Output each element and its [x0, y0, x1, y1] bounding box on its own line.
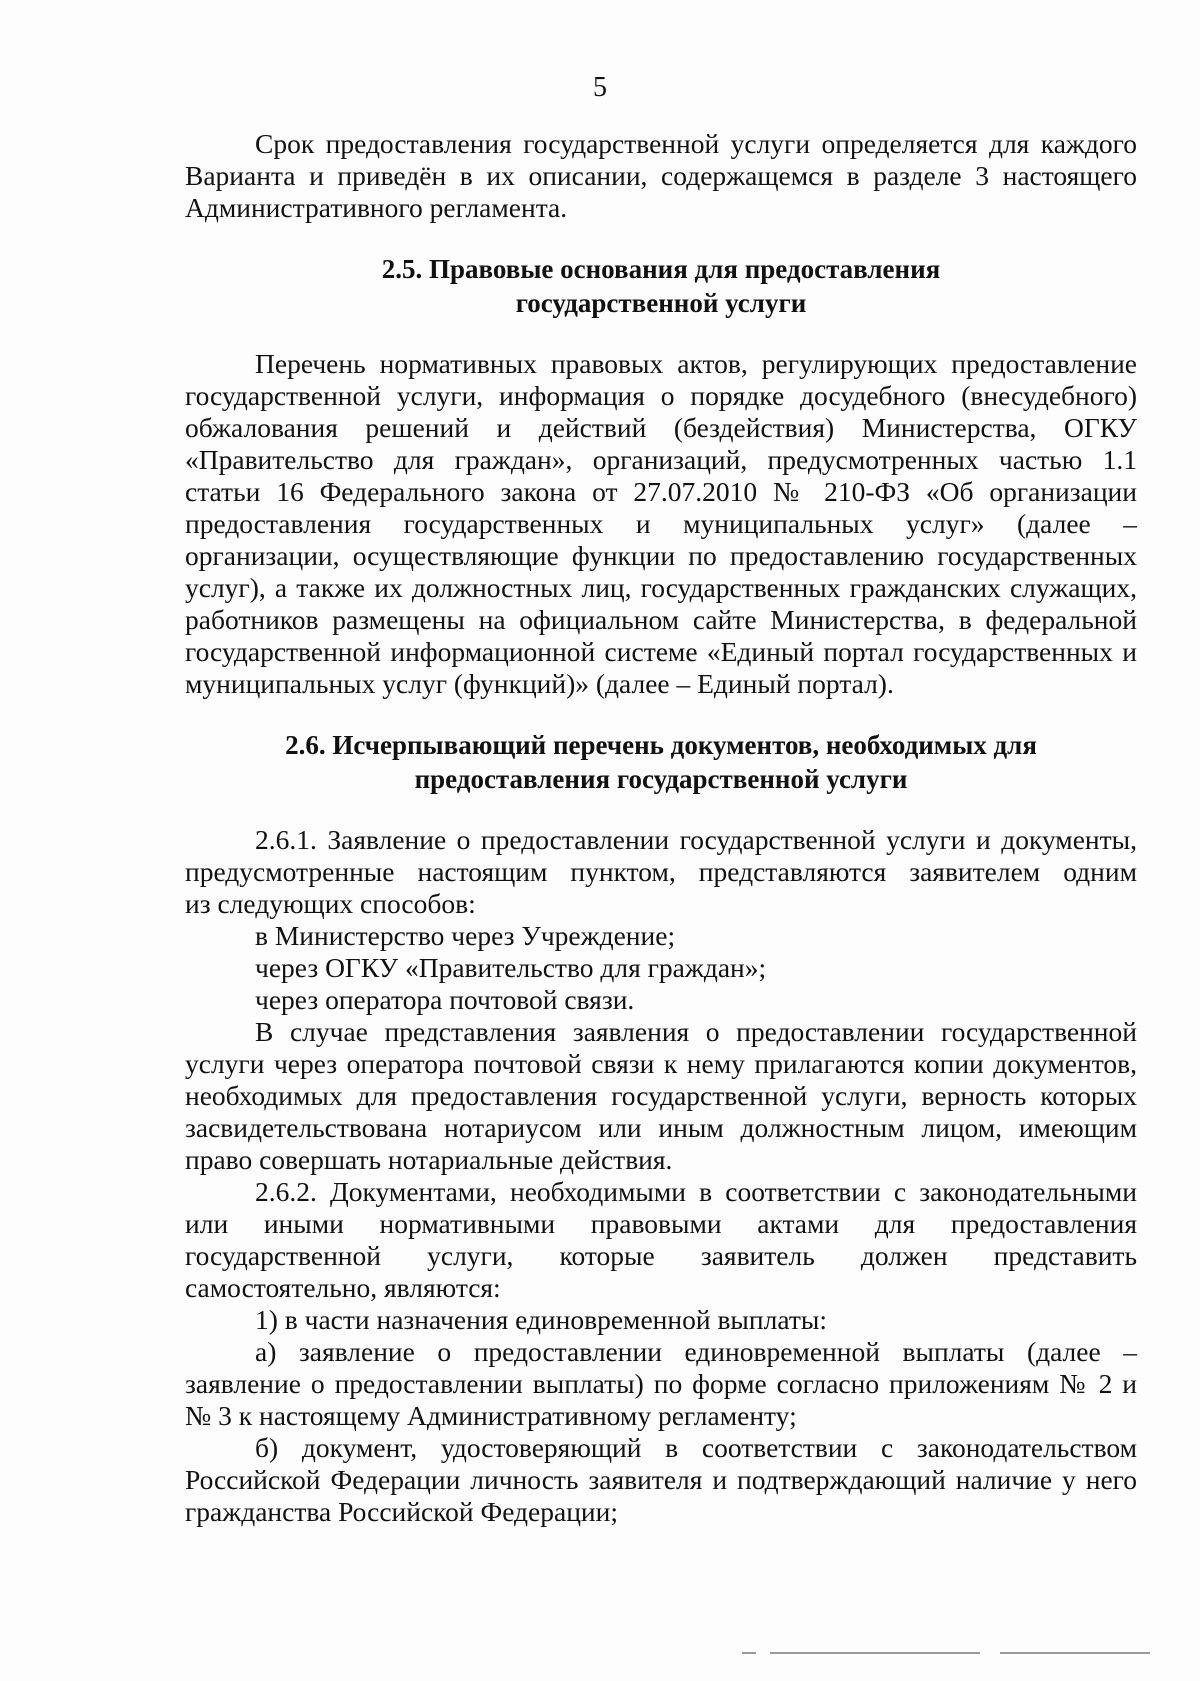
- text-line: государственной услуги, которые заявитель должен представить: [185, 1240, 1137, 1271]
- scan-artifact-line: [742, 1652, 756, 1654]
- text-line: муниципальных услуг (функций)» (далее – Единый портал).: [185, 668, 894, 699]
- heading-line: 2.5. Правовые основания для предоставления: [381, 254, 941, 284]
- text-line: 2.6.2. Документами, необходимыми в соответствии с законодательными: [255, 1176, 1137, 1207]
- text-line: заявление о предоставлении выплаты) по форме согласно приложениям № 2 и: [185, 1368, 1137, 1399]
- paragraph-service-term: [185, 128, 1137, 224]
- list-item: через оператора почтовой связи.: [255, 984, 635, 1015]
- text-line: самостоятельно, являются:: [185, 1272, 501, 1303]
- submission-ways-list: [185, 920, 1137, 1016]
- text-line: необходимых для предоставления государственной услуги, верность которых: [185, 1080, 1137, 1111]
- heading-line: предоставления государственной услуги: [414, 764, 908, 794]
- text-line: услуги через оператора почтовой связи к нему прилагаются копии документов,: [185, 1048, 1137, 1079]
- text-line: а) заявление о предоставлении единовременной выплаты (далее –: [255, 1336, 1137, 1367]
- section-2-5-heading: [185, 252, 1137, 320]
- list-item: в Министерство через Учреждение;: [255, 920, 676, 951]
- text-line: Российской Федерации личность заявителя и подтверждающий наличие у него: [185, 1464, 1137, 1495]
- text-line: статьи 16 Федерального закона от 27.07.2010 № 210-ФЗ «Об организации: [185, 476, 1137, 507]
- scan-artifact-line: [1000, 1652, 1150, 1654]
- text-line: или иными нормативными правовыми актами для предоставления: [185, 1208, 1137, 1239]
- heading-line: государственной услуги: [515, 288, 807, 318]
- text-line: обжалования решений и действий (бездействия) Министерства, ОГКУ: [185, 412, 1137, 443]
- text-line: № 3 к настоящему Административному регламенту;: [185, 1400, 797, 1431]
- text-line: Перечень нормативных правовых актов, регулирующих предоставление: [255, 348, 1137, 379]
- heading-line: 2.6. Исчерпывающий перечень документов, необходимых для: [285, 730, 1037, 760]
- text-line: работников размещены на официальном сайте Министерства, в федеральной: [185, 604, 1137, 635]
- text-line: Административного регламента.: [185, 192, 568, 223]
- text-line: Варианта и приведён в их описании, содержащемся в разделе 3 настоящего: [185, 160, 1137, 191]
- text-line: 2.6.1. Заявление о предоставлении государственной услуги и документы,: [255, 824, 1137, 855]
- text-line: услуг), а также их должностных лиц, государственных гражданских служащих,: [185, 572, 1137, 603]
- list-item: через ОГКУ «Правительство для граждан»;: [255, 952, 767, 983]
- text-line: из следующих способов:: [185, 888, 476, 919]
- paragraph-2-6-1: [185, 824, 1137, 920]
- list-item-a: [185, 1336, 1137, 1432]
- section-2-5-body: [185, 348, 1137, 700]
- list-item-1: 1) в части назначения единовременной выплаты:: [255, 1304, 827, 1335]
- paragraph-2-6-2: [185, 1176, 1137, 1304]
- text-line: В случае представления заявления о предоставлении государственной: [255, 1016, 1137, 1047]
- text-line: гражданства Российской Федерации;: [185, 1496, 618, 1527]
- text-line: засвидетельствована нотариусом или иным должностным лицом, имеющим: [185, 1112, 1137, 1143]
- section-2-6-heading: [185, 728, 1137, 796]
- document-body: [185, 128, 1137, 1528]
- text-line: б) документ, удостоверяющий в соответствии с законодательством: [255, 1432, 1137, 1463]
- text-line: Срок предоставления государственной услуги определяется для каждого: [255, 128, 1137, 159]
- text-line: организации, осуществляющие функции по предоставлению государственных: [185, 540, 1137, 571]
- text-line: государственной информационной системе «Единый портал государственных и: [185, 636, 1137, 667]
- list-item-b: [185, 1432, 1137, 1528]
- text-line: право совершать нотариальные действия.: [185, 1144, 673, 1175]
- page-number: 5: [593, 72, 607, 103]
- text-line: предоставления государственных и муниципальных услуг» (далее –: [185, 508, 1137, 539]
- text-line: государственной услуги, информация о порядке досудебного (внесудебного): [185, 380, 1137, 411]
- paragraph-post-submission: [185, 1016, 1137, 1176]
- text-line: «Правительство для граждан», организаций, предусмотренных частью 1.1: [185, 444, 1137, 475]
- text-line: предусмотренные настоящим пунктом, представляются заявителем одним: [185, 856, 1137, 887]
- scan-artifact-line: [770, 1652, 980, 1654]
